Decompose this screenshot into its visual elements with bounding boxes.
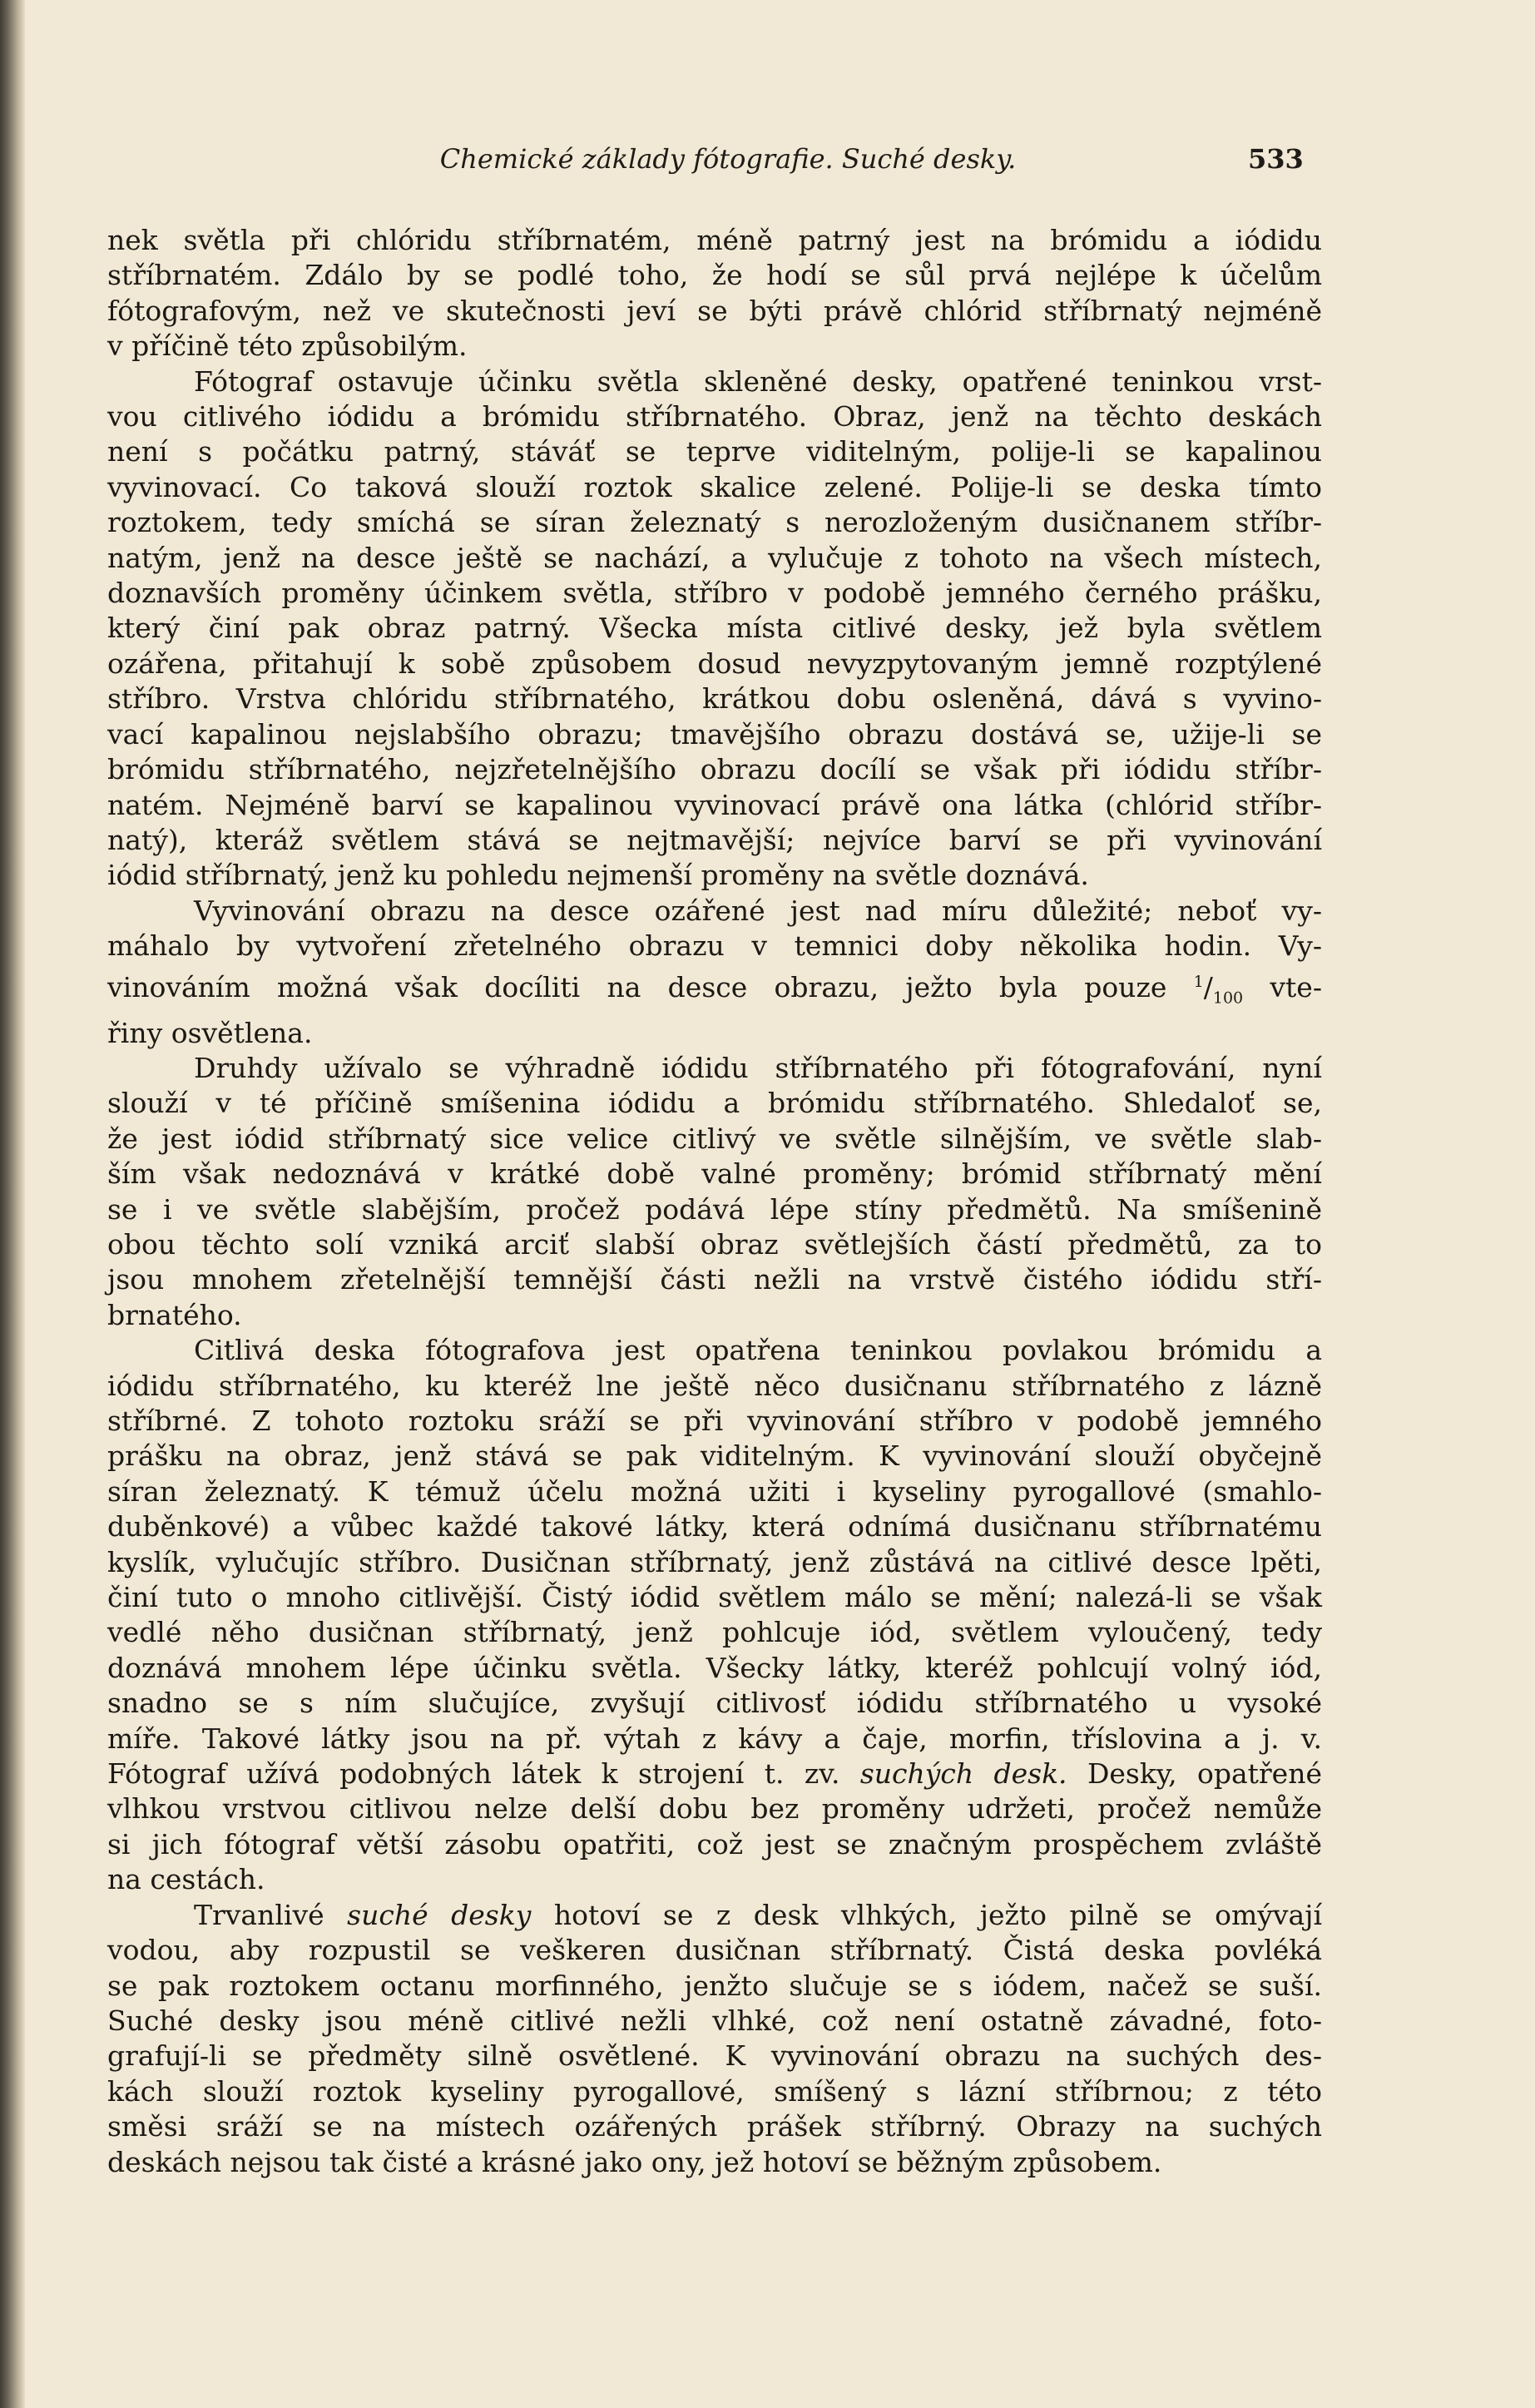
text-line: který činí pak obraz patrný. Všecka místa citlivé desky, jež byla světlem	[107, 612, 1322, 645]
text-line: si jich fótograf větší zásobu opatřiti, což jest se značným prospěchem zvláště	[107, 1827, 1322, 1861]
text-line: doznává mnohem lépe účinku světla. Všecky látky, kteréž pohlcují volný iód,	[107, 1651, 1322, 1684]
text-line: brnatého.	[107, 1298, 242, 1331]
text-line: míře. Takové látky jsou na př. výtah z kávy a čaje, morfin, tříslovina a j. v.	[107, 1722, 1322, 1755]
text-line: ším však nedoznává v krátké době valné proměny; brómid stříbrnatý mění	[107, 1157, 1322, 1191]
line-text-start: Fótograf užívá podobných látek k strojení t. zv.	[107, 1757, 840, 1791]
text-line: vodou, aby rozpustil se veškeren dusičnan stříbrnatý. Čistá deska povléká	[107, 1934, 1322, 1967]
text-line: obou těchto solí vzniká arciť slabší obraz světlejších částí předmětů, za to	[107, 1227, 1322, 1261]
text-line: činí tuto o mnoho citlivější. Čistý iódid světlem málo se mění; nalezá-li se však	[107, 1581, 1322, 1614]
text-line: stříbro. Vrstva chlóridu stříbrnatého, krátkou dobu osleněná, dává s vyvino-	[107, 682, 1322, 716]
text-line: stříbrnatém. Zdálo by se podlé toho, že hodí se sůl prvá nejlépe k účelům	[107, 259, 1322, 292]
text-line	[107, 1756, 1322, 1791]
text-line: směsi sráží se na místech ozářených prášek stříbrný. Obrazy na suchých	[107, 2110, 1322, 2143]
paragraph	[107, 223, 1322, 364]
line-text-start: vinováním možná však docíliti na desce obrazu, ježto byla pouze	[107, 970, 1167, 1003]
text-line: duběnkové) a vůbec každé takové látky, která odnímá dusičnanu stříbrnatému	[107, 1510, 1322, 1543]
text-line: stříbrné. Z tohoto roztoku sráží se při vyvinování stříbro v podobě jemného	[107, 1405, 1322, 1437]
fraction: $^1/_{100}$	[1193, 970, 1244, 1008]
text-line: máhalo by vytvoření zřetelného obrazu v temnici doby několika hodin. Vy-	[107, 929, 1322, 963]
page-number: 533	[1248, 143, 1304, 175]
text-line: že jest iódid stříbrnatý sice velice citlivý ve světle silnějším, ve světle slab-	[107, 1122, 1322, 1155]
fraction-numerator: 1	[1193, 972, 1204, 991]
text-line: vyvinovací. Co taková slouží roztok skalice zelené. Polije-li se deska tímto	[107, 470, 1322, 503]
text-line: prášku na obraz, jenž stává se pak viditelným. K vyvinování slouží obyčejně	[107, 1439, 1322, 1473]
text-line: se pak roztokem octanu morfinného, jenžto slučuje se s iódem, načež se suší.	[107, 1969, 1322, 2002]
text-line: Druhdy užívalo se výhradně iódidu stříbrnatého při fótografování, nyní	[194, 1051, 1322, 1084]
paragraph	[107, 1051, 1322, 1333]
text-line	[107, 964, 1322, 1016]
fraction-denominator: 100	[1212, 988, 1244, 1008]
paragraph	[107, 894, 1322, 1051]
text-line: grafují-li se předměty silně osvětlené. K vyvinování obrazu na suchých des-	[107, 2039, 1322, 2073]
line-text-start: Trvanlivé	[194, 1898, 324, 1931]
text-line: ozářena, přitahují k sobě způsobem dosud nevyzpytovaným jemně rozptýlené	[107, 647, 1322, 680]
text-line: vedlé něho dusičnan stříbrnatý, jenž pohlcuje iód, světlem vyloučený, tedy	[107, 1616, 1322, 1649]
line-text-end: hotoví se z desk vlhkých, ježto pilně se omývají	[553, 1898, 1322, 1931]
text-line: kyslík, vylučujíc stříbro. Dusičnan stříbrnatý, jenž zůstává na citlivé desce lpěti,	[107, 1545, 1322, 1578]
text-line: Citlivá deska fótografova jest opatřena teninkou povlakou brómidu a	[194, 1334, 1322, 1367]
text-line: slouží v té příčině smíšenina iódidu a brómidu stříbrnatého. Shledaloť se,	[107, 1087, 1322, 1120]
text-line: na cestách.	[107, 1863, 265, 1896]
page-header	[25, 143, 1535, 185]
text-line: Vyvinování obrazu na desce ozářené jest nad míru důležité; neboť vy-	[194, 894, 1322, 927]
text-line: se i ve světle slabějším, pročež podává lépe stíny předmětů. Na smíšenině	[107, 1192, 1322, 1226]
text-line: vlhkou vrstvou citlivou nelze delší dobu bez proměny udržeti, pročež nemůže	[107, 1792, 1322, 1826]
text-line: síran železnatý. K témuž účelu možná užiti i kyseliny pyrogallové (smahlo-	[107, 1474, 1322, 1508]
paragraph	[107, 1333, 1322, 1898]
text-line: natém. Nejméně barví se kapalinou vyvinovací právě ona látka (chlórid stříbr-	[107, 788, 1322, 821]
text-line: vací kapalinou nejslabšího obrazu; tmavějšího obrazu dostává se, užije-li se	[107, 717, 1322, 751]
text-line: řiny osvětlena.	[107, 1016, 313, 1049]
text-line: v příčině této způsobilým.	[107, 329, 468, 363]
line-text-end: vte-	[1270, 970, 1322, 1003]
italic-term: suchých desk.	[859, 1757, 1067, 1791]
running-title: Chemické základy fótografie. Suché desky.	[439, 143, 1017, 175]
text-line: natý), kteráž světlem stává se nejtmavější; nejvíce barví se při vyvinování	[107, 823, 1322, 856]
text-line: snadno se s ním slučujíce, zvyšují citlivosť iódidu stříbrnatého u vysoké	[107, 1687, 1322, 1720]
text-line: roztokem, tedy smíchá se síran železnatý s nerozloženým dusičnanem stříbr-	[107, 506, 1322, 539]
text-line: jsou mnohem zřetelnější temnější části nežli na vrstvě čistého iódidu stří-	[107, 1263, 1322, 1296]
text-line: iódidu stříbrnatého, ku kteréž lne ještě něco dusičnanu stříbrnatého z lázně	[107, 1369, 1322, 1402]
italic-term: suché desky	[347, 1898, 532, 1931]
text-line: doznavších proměny účinkem světla, stříbro v podobě jemného černého prášku,	[107, 577, 1322, 610]
text-line: natým, jenž na desce ještě se nachází, a vylučuje z tohoto na všech místech,	[107, 541, 1322, 574]
text-line: fótografovým, než ve skutečnosti jeví se býti právě chlórid stříbrnatý nejméně	[107, 294, 1322, 327]
text-line	[107, 1898, 1322, 1933]
text-line: kách slouží roztok kyseliny pyrogallové, smíšený s lázní stříbrnou; z této	[107, 2074, 1322, 2108]
text-line: brómidu stříbrnatého, nejzřetelnějšího obrazu docílí se však při iódidu stříbr-	[107, 753, 1322, 786]
body-text	[107, 223, 1322, 2180]
line-text-end: Desky, opatřené	[1087, 1757, 1322, 1791]
text-line: Suché desky jsou méně citlivé nežli vlhké, což není ostatně závadné, foto-	[107, 2004, 1322, 2037]
text-line: Fótograf ostavuje účinku světla skleněné desky, opatřené teninkou vrst-	[194, 364, 1322, 398]
text-line: není s počátku patrný, stáváť se teprve viditelným, polije-li se kapalinou	[107, 435, 1322, 468]
text-line: iódid stříbrnatý, jenž ku pohledu nejmenší proměny na světle doznává.	[107, 859, 1089, 892]
paragraph	[107, 1898, 1322, 2180]
text-line: deskách nejsou tak čisté a krásné jako ony, jež hotoví se běžným způsobem.	[107, 2145, 1162, 2178]
text-line: nek světla při chlóridu stříbrnatém, méně patrný jest na brómidu a iódidu	[107, 224, 1322, 256]
paragraph	[107, 364, 1322, 894]
text-line: vou citlivého iódidu a brómidu stříbrnatého. Obraz, jenž na těchto deskách	[107, 400, 1322, 434]
book-spine-shadow	[0, 0, 25, 2408]
